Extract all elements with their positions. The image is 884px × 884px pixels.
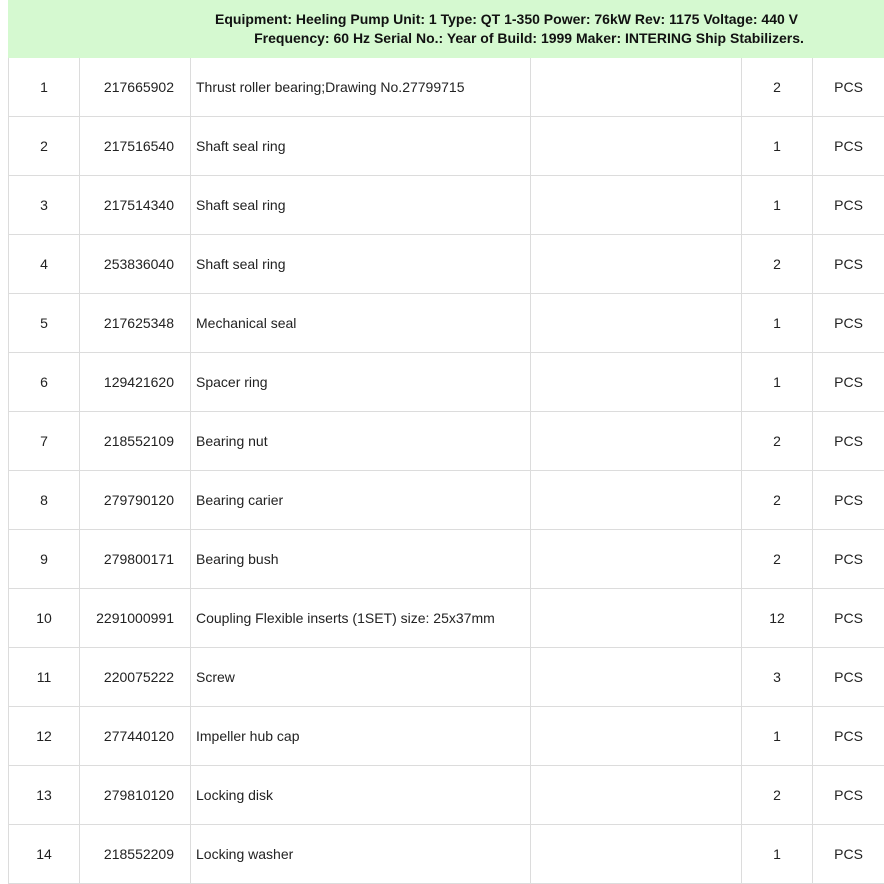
unit-cell: PCS (813, 353, 884, 412)
quantity-cell: 2 (742, 471, 813, 530)
parts-list-sheet (8, 0, 884, 884)
description-cell: Thrust roller bearing;Drawing No.27799715 (191, 58, 531, 117)
row-number-cell: 8 (9, 471, 80, 530)
equipment-header-row (9, 1, 884, 58)
table-row (9, 471, 884, 530)
blank-cell (531, 707, 742, 766)
table-row (9, 589, 884, 648)
description-cell: Shaft seal ring (191, 235, 531, 294)
part-number-cell: 217665902 (80, 58, 191, 117)
quantity-cell: 2 (742, 766, 813, 825)
blank-cell (531, 412, 742, 471)
part-number-cell: 218552109 (80, 412, 191, 471)
description-cell: Bearing bush (191, 530, 531, 589)
row-number-cell: 4 (9, 235, 80, 294)
unit-cell: PCS (813, 530, 884, 589)
part-number-cell: 217516540 (80, 117, 191, 176)
blank-cell (531, 58, 742, 117)
part-number-cell: 220075222 (80, 648, 191, 707)
table-row (9, 648, 884, 707)
parts-table (8, 0, 884, 884)
parts-table-body (9, 1, 884, 884)
part-number-cell: 279800171 (80, 530, 191, 589)
row-number-cell: 9 (9, 530, 80, 589)
quantity-cell: 1 (742, 353, 813, 412)
quantity-cell: 1 (742, 176, 813, 235)
table-row (9, 176, 884, 235)
table-row (9, 530, 884, 589)
row-number-cell: 11 (9, 648, 80, 707)
quantity-cell: 12 (742, 589, 813, 648)
description-cell: Screw (191, 648, 531, 707)
blank-cell (531, 176, 742, 235)
part-number-cell: 277440120 (80, 707, 191, 766)
unit-cell: PCS (813, 766, 884, 825)
unit-cell: PCS (813, 648, 884, 707)
description-cell: Mechanical seal (191, 294, 531, 353)
part-number-cell: 279790120 (80, 471, 191, 530)
description-cell: Impeller hub cap (191, 707, 531, 766)
table-row (9, 58, 884, 117)
row-number-cell: 5 (9, 294, 80, 353)
table-row (9, 353, 884, 412)
unit-cell: PCS (813, 471, 884, 530)
unit-cell: PCS (813, 235, 884, 294)
part-number-cell: 279810120 (80, 766, 191, 825)
part-number-cell: 217514340 (80, 176, 191, 235)
description-cell: Shaft seal ring (191, 117, 531, 176)
table-row (9, 235, 884, 294)
quantity-cell: 1 (742, 825, 813, 884)
description-cell: Bearing carier (191, 471, 531, 530)
unit-cell: PCS (813, 825, 884, 884)
quantity-cell: 1 (742, 707, 813, 766)
row-number-cell: 13 (9, 766, 80, 825)
row-number-cell: 10 (9, 589, 80, 648)
part-number-cell: 2291000991 (80, 589, 191, 648)
unit-cell: PCS (813, 294, 884, 353)
part-number-cell: 129421620 (80, 353, 191, 412)
description-cell: Locking disk (191, 766, 531, 825)
unit-cell: PCS (813, 412, 884, 471)
table-row (9, 707, 884, 766)
unit-cell: PCS (813, 58, 884, 117)
quantity-cell: 2 (742, 58, 813, 117)
part-number-cell: 217625348 (80, 294, 191, 353)
table-row (9, 825, 884, 884)
table-row (9, 412, 884, 471)
part-number-cell: 218552209 (80, 825, 191, 884)
blank-cell (531, 471, 742, 530)
blank-cell (531, 766, 742, 825)
blank-cell (531, 589, 742, 648)
description-cell: Coupling Flexible inserts (1SET) size: 25x37mm (191, 589, 531, 648)
equipment-header-line-1: Equipment: Heeling Pump Unit: 1 Type: QT 1-350 Power: 76kW Rev: 1175 Voltage: 440 V (13, 10, 880, 29)
table-row (9, 117, 884, 176)
description-cell: Locking washer (191, 825, 531, 884)
blank-cell (531, 648, 742, 707)
row-number-cell: 7 (9, 412, 80, 471)
quantity-cell: 3 (742, 648, 813, 707)
row-number-cell: 2 (9, 117, 80, 176)
unit-cell: PCS (813, 117, 884, 176)
row-number-cell: 3 (9, 176, 80, 235)
description-cell: Bearing nut (191, 412, 531, 471)
blank-cell (531, 530, 742, 589)
quantity-cell: 1 (742, 294, 813, 353)
quantity-cell: 1 (742, 117, 813, 176)
part-number-cell: 253836040 (80, 235, 191, 294)
blank-cell (531, 117, 742, 176)
unit-cell: PCS (813, 176, 884, 235)
unit-cell: PCS (813, 589, 884, 648)
table-row (9, 294, 884, 353)
row-number-cell: 12 (9, 707, 80, 766)
table-row (9, 766, 884, 825)
description-cell: Shaft seal ring (191, 176, 531, 235)
blank-cell (531, 235, 742, 294)
quantity-cell: 2 (742, 235, 813, 294)
description-cell: Spacer ring (191, 353, 531, 412)
unit-cell: PCS (813, 707, 884, 766)
blank-cell (531, 825, 742, 884)
row-number-cell: 14 (9, 825, 80, 884)
quantity-cell: 2 (742, 412, 813, 471)
row-number-cell: 6 (9, 353, 80, 412)
blank-cell (531, 294, 742, 353)
equipment-header-line-2: Frequency: 60 Hz Serial No.: Year of Build: 1999 Maker: INTERING Ship Stabilizers. (13, 29, 880, 48)
row-number-cell: 1 (9, 58, 80, 117)
quantity-cell: 2 (742, 530, 813, 589)
equipment-header (9, 1, 884, 58)
blank-cell (531, 353, 742, 412)
